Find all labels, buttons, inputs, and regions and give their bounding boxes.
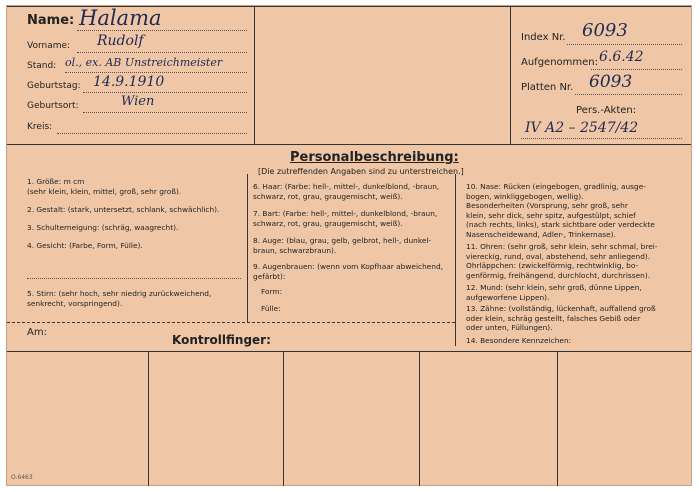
geburtsort-value: Wien xyxy=(121,94,155,109)
description-subtitle: [Die zutreffenden Angaben sind zu unterstreichen.] xyxy=(258,167,464,176)
finger-divider-4 xyxy=(557,351,558,486)
top-section-bottom xyxy=(7,144,691,145)
kreis-line xyxy=(57,133,247,134)
name-value: Halama xyxy=(79,6,162,30)
item-zaehne: 13. Zähne: (vollständig, lückenhaft, auffallend groß oder klein, schräg gestellt, falsches Gebiß oder oder unten, Füllungen). xyxy=(466,304,656,333)
index-label: Index Nr. xyxy=(521,32,566,43)
name-line xyxy=(77,30,247,31)
geburtstag-label: Geburtstag: xyxy=(27,81,81,91)
platten-value: 6093 xyxy=(589,72,633,92)
desc-divider-2 xyxy=(455,174,456,346)
item-groesse: 1. Größe: m cm (sehr klein, klein, mittel, groß, sehr groß). xyxy=(27,177,182,196)
vorname-line xyxy=(77,52,247,53)
description-title: Personalbeschreibung: xyxy=(290,150,459,165)
name-label: Name: xyxy=(27,13,75,28)
geburtstag-line xyxy=(83,92,247,93)
record-card xyxy=(6,5,692,486)
item-gesicht: 4. Gesicht: (Farbe, Form, Fülle). xyxy=(27,241,143,250)
platten-line xyxy=(575,94,682,95)
stand-label: Stand: xyxy=(27,61,57,71)
aufgenommen-line xyxy=(591,69,682,70)
vorname-value: Rudolf xyxy=(97,33,144,49)
item-schulterneigung: 3. Schulterneigung: (schräg, waagrecht). xyxy=(27,223,179,232)
geburtsort-line xyxy=(83,112,247,113)
pers-akten-line xyxy=(521,138,682,139)
kontrollfinger-label: Kontrollfinger: xyxy=(172,333,271,347)
am-label: Am: xyxy=(27,327,47,338)
item-nase: 10. Nase: Rücken (eingebogen, gradlinig, ausge- bogen, winkliggebogen, wellig). Besonderheiten (Vorsprung, sehr groß, sehr klein, sehr dick, sehr spitz, aufgestülpt, schief (nach rechts, links), stark sichtbare oder verdeckte Nasenscheidewand, Adler-, Trinkernase). xyxy=(466,182,655,239)
item-haar: 6. Haar: (Farbe: hell-, mittel-, dunkelblond, -braun, schwarz, rot, grau, graugemischt, weiß). xyxy=(253,182,440,201)
item-augenbrauen: 9. Augenbrauen: (wenn vom Kopfhaar abweichend, gefärbt): xyxy=(253,262,444,281)
finger-divider-1 xyxy=(148,351,149,486)
item-ohren: 11. Ohren: (sehr groß, sehr klein, sehr schmal, brei- viereckig, rund, oval, abstehend, sehr anliegend). Ohrläppchen: (zwickelförmig, rechtwinklig, bo- genförmig, freihängend, durchlocht, durchrissen). xyxy=(466,242,658,280)
gesicht-line xyxy=(27,278,241,279)
finger-divider-2 xyxy=(283,351,284,486)
item-mund: 12. Mund: (sehr klein, sehr groß, dünne Lippen, aufgeworfene Lippen). xyxy=(466,283,642,302)
top-divider-right xyxy=(510,6,511,144)
aufgenommen-label: Aufgenommen: xyxy=(521,57,598,68)
finger-row-top xyxy=(7,351,691,352)
stand-line xyxy=(65,72,247,73)
stand-value: ol., ex. AB Unstreichmeister xyxy=(65,56,223,69)
item-auge: 8. Auge: (blau, grau, gelb, gelbrot, hell-, dunkel- braun, schwarzbraun). xyxy=(253,236,432,255)
item-gestalt: 2. Gestalt: (stark, untersetzt, schlank, schwächlich). xyxy=(27,205,220,214)
index-line xyxy=(567,44,682,45)
platten-label: Platten Nr. xyxy=(521,82,574,93)
lower-section-top xyxy=(7,322,455,323)
pers-akten-label: Pers.-Akten: xyxy=(576,105,637,116)
item-stirn: 5. Stirn: (sehr hoch, sehr niedrig zurückweichend, senkrecht, vorspringend). xyxy=(27,289,212,308)
fuelle-label: Fülle: xyxy=(261,304,281,313)
top-divider-left xyxy=(254,6,255,144)
form-label: Form: xyxy=(261,287,283,296)
form-code: O.6463 xyxy=(11,474,33,481)
geburtstag-value: 14.9.1910 xyxy=(93,74,165,90)
kreis-label: Kreis: xyxy=(27,122,53,132)
geburtsort-label: Geburtsort: xyxy=(27,101,79,111)
pers-akten-value: IV A2 – 2547/42 xyxy=(525,120,639,136)
item-bart: 7. Bart: (Farbe: hell-, mittel-, dunkelblond, -braun, schwarz, rot, grau, graugemischt, weiß). xyxy=(253,209,438,228)
item-besondere-kennzeichen: 14. Besondere Kennzeichen: xyxy=(466,336,572,345)
index-value: 6093 xyxy=(582,20,628,41)
finger-divider-3 xyxy=(419,351,420,486)
desc-divider-1 xyxy=(247,174,248,322)
vorname-label: Vorname: xyxy=(27,41,71,51)
aufgenommen-value: 6.6.42 xyxy=(599,49,644,65)
